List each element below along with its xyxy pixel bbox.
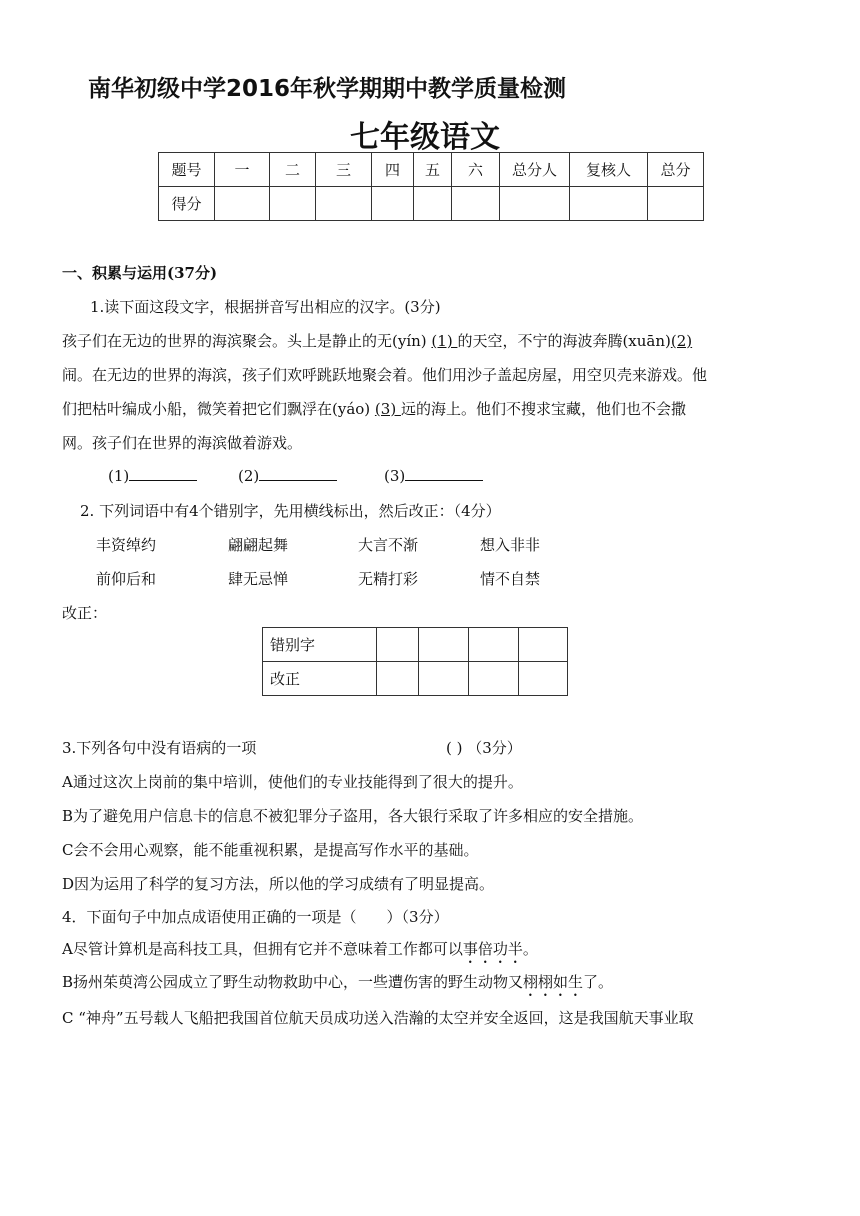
correction-cell[interactable] bbox=[519, 662, 568, 696]
blank-label: (2) bbox=[238, 467, 260, 485]
score-cell[interactable] bbox=[648, 187, 704, 221]
correction-cell[interactable] bbox=[469, 628, 519, 662]
word-item: 丰资绰约 bbox=[96, 536, 157, 554]
score-header-cell: 三 bbox=[316, 153, 372, 187]
score-table bbox=[158, 152, 704, 221]
score-header-cell: 复核人 bbox=[570, 153, 648, 187]
word-item: 大言不渐 bbox=[358, 536, 419, 554]
score-cell[interactable] bbox=[372, 187, 414, 221]
q3-prompt: 3.下列各句中没有语病的一项 bbox=[62, 739, 257, 757]
score-cell[interactable] bbox=[270, 187, 316, 221]
q1-passage-line bbox=[62, 330, 692, 351]
correction-row-label: 改正 bbox=[263, 662, 377, 696]
correction-cell[interactable] bbox=[377, 662, 419, 696]
correction-cell[interactable] bbox=[419, 628, 469, 662]
blank-mark-1: (1) bbox=[431, 332, 458, 350]
option-text: B扬州茱萸湾公园成立了野生动物救助中心，一些遭伤害的野生动物又 bbox=[62, 973, 524, 991]
correction-cell[interactable] bbox=[519, 628, 568, 662]
q4-option-a bbox=[62, 938, 538, 967]
score-header-cell: 五 bbox=[414, 153, 452, 187]
word-item: 情不自禁 bbox=[480, 570, 541, 588]
option-text: 了。 bbox=[583, 973, 614, 991]
answer-blank-3[interactable] bbox=[384, 466, 483, 485]
q1-prompt: 1.读下面这段文字，根据拼音写出相应的汉字。(3分) bbox=[90, 298, 441, 316]
q2-prompt: 2. 下列词语中有4个错别字，先用横线标出，然后改正：（4分） bbox=[80, 502, 501, 520]
score-header-cell: 总分 bbox=[648, 153, 704, 187]
passage-text: 远的海上。他们不搜求宝藏，他们也不会撒 bbox=[400, 400, 686, 418]
score-header-cell: 题号 bbox=[159, 153, 215, 187]
score-header-cell: 总分人 bbox=[500, 153, 570, 187]
correction-cell[interactable] bbox=[419, 662, 469, 696]
score-cell[interactable] bbox=[316, 187, 372, 221]
score-header-cell: 四 bbox=[372, 153, 414, 187]
option-text: A尽管计算机是高科技工具，但拥有它并不意味着工作都可以 bbox=[62, 940, 463, 958]
blank-label: (3) bbox=[384, 467, 406, 485]
correction-cell[interactable] bbox=[377, 628, 419, 662]
score-cell[interactable] bbox=[414, 187, 452, 221]
score-row-label: 得分 bbox=[159, 187, 215, 221]
exam-subtitle: 七年级语文 bbox=[350, 120, 500, 155]
q1-passage-line: 网。孩子们在世界的海滨做着游戏。 bbox=[62, 434, 303, 452]
score-header-cell: 一 bbox=[215, 153, 270, 187]
word-item: 前仰后和 bbox=[96, 570, 157, 588]
score-header-cell: 六 bbox=[452, 153, 500, 187]
dotted-idiom: 栩栩如生 bbox=[523, 973, 584, 991]
answer-blank-1[interactable] bbox=[108, 466, 197, 485]
score-cell[interactable] bbox=[215, 187, 270, 221]
dotted-idiom: 事倍功半 bbox=[462, 940, 523, 958]
blank-mark-2: (2) bbox=[670, 332, 693, 350]
q3-answer-bracket[interactable]: ( ) （3分） bbox=[446, 739, 522, 757]
q3-option-c: C会不会用心观察，能不能重视积累，是提高写作水平的基础。 bbox=[62, 841, 479, 859]
correction-row-label: 错别字 bbox=[263, 628, 377, 662]
score-cell[interactable] bbox=[500, 187, 570, 221]
passage-text: 孩子们在无边的世界的海滨聚会。头上是静止的无(yín) bbox=[62, 332, 432, 350]
fix-label: 改正： bbox=[62, 604, 108, 622]
section-title: 一、积累与运用(37分) bbox=[62, 264, 218, 282]
passage-text: 的天空，不宁的海波奔腾(xuān) bbox=[457, 332, 671, 350]
q4-prompt: 4．下面句子中加点成语使用正确的一项是（ ）（3分） bbox=[62, 908, 449, 926]
word-item: 肆无忌惮 bbox=[228, 570, 289, 588]
exam-title: 南华初级中学2016年秋学期期中教学质量检测 bbox=[88, 76, 567, 102]
q1-passage-line bbox=[62, 398, 686, 419]
q4-option-b bbox=[62, 971, 613, 1000]
score-cell[interactable] bbox=[570, 187, 648, 221]
q3-option-d: D因为运用了科学的复习方法，所以他的学习成绩有了明显提高。 bbox=[62, 875, 495, 893]
passage-text: 们把枯叶编成小船，微笑着把它们飘浮在(yáo) bbox=[62, 400, 375, 418]
word-item: 翩翩起舞 bbox=[228, 536, 289, 554]
q4-option-c: C “神舟”五号载人飞船把我国首位航天员成功送入浩瀚的太空并安全返回，这是我国航天事业取 bbox=[62, 1009, 694, 1027]
answer-blank-2[interactable] bbox=[238, 466, 337, 485]
q1-passage-line: 闹。在无边的世界的海滨，孩子们欢呼跳跃地聚会着。他们用沙子盖起房屋，用空贝壳来游戏。他 bbox=[62, 366, 708, 384]
word-item: 想入非非 bbox=[480, 536, 541, 554]
score-header-cell: 二 bbox=[270, 153, 316, 187]
score-cell[interactable] bbox=[452, 187, 500, 221]
word-item: 无精打彩 bbox=[358, 570, 419, 588]
q3-option-a: A通过这次上岗前的集中培训，使他们的专业技能得到了很大的提升。 bbox=[62, 773, 523, 791]
correction-table bbox=[262, 627, 568, 696]
q3-option-b: B为了避免用户信息卡的信息不被犯罪分子盗用，各大银行采取了许多相应的安全措施。 bbox=[62, 807, 644, 825]
blank-mark-3: (3) bbox=[374, 400, 401, 418]
option-text: 。 bbox=[522, 940, 538, 958]
correction-cell[interactable] bbox=[469, 662, 519, 696]
blank-label: (1) bbox=[108, 467, 130, 485]
